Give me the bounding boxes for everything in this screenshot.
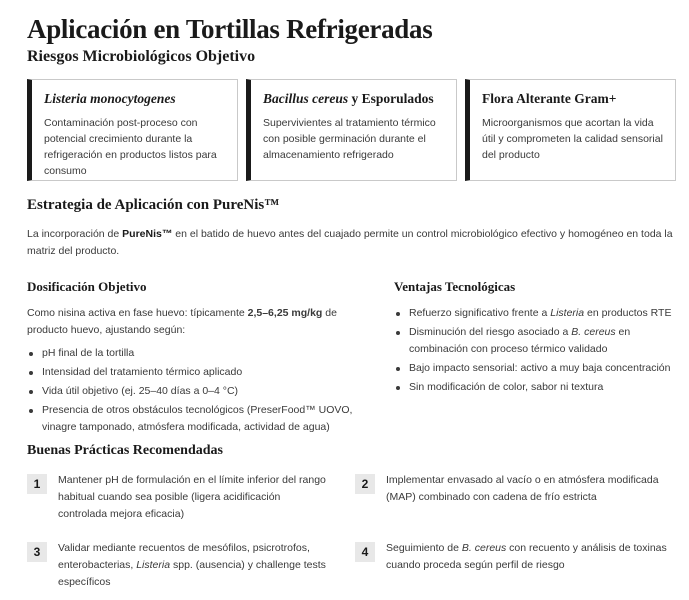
dosage-list (27, 345, 377, 436)
step-number: 3 (27, 542, 47, 562)
practice-text: Mantener pH de formulación en el límite inferior del rango habitual cuando sea posible (ligera acidificación controlada mejora eficacia) (58, 474, 326, 520)
risk-card-title: Flora Alterante Gram+ (482, 91, 617, 106)
risk-cards (27, 79, 676, 181)
practice-text: Seguimiento de B. cereus con recuento y análisis de toxinas cuando proceda según perfil de riesgo (386, 542, 667, 571)
list-item: pH final de la tortilla (27, 345, 377, 362)
risk-card-flora (465, 79, 676, 181)
list-item: Disminución del riesgo asociado a B. cereus en combinación con proceso térmico validado (394, 324, 676, 358)
step-number: 1 (27, 474, 47, 494)
risk-card-description: Microorganismos que acortan la vida útil y comprometen la calidad sensorial del producto (482, 117, 663, 162)
strategy-heading: Estrategia de Aplicación con PureNis™ (27, 197, 280, 213)
risk-card-description: Contaminación post-proceso con potencial crecimiento durante la refrigeración en productos listos para consumo (44, 117, 217, 178)
list-item: Presencia de otros obstáculos tecnológicos (PreserFood™ UOVO, vinagre tamponado, atmósfera modificada, actividad de agua) (27, 402, 377, 436)
dosage-heading: Dosificación Objetivo (27, 279, 147, 294)
practice-item (27, 540, 327, 591)
practices-heading: Buenas Prácticas Recomendadas (27, 443, 223, 458)
list-item: Vida útil objetivo (ej. 25–40 días a 0–4 °C) (27, 383, 377, 400)
dosage-intro: Como nisina activa en fase huevo: típicamente 2,5–6,25 mg/kg de producto huevo, ajustando según: (27, 307, 337, 336)
list-item: Bajo impacto sensorial: activo a muy baja concentración (394, 360, 676, 377)
section-title-risks: Riesgos Microbiológicos Objetivo (27, 48, 256, 65)
practice-item (27, 472, 327, 523)
page-title: Aplicación en Tortillas Refrigeradas (27, 14, 433, 44)
practice-text: Validar mediante recuentos de mesófilos, psicrotrofos, enterobacterias, Listeria spp. (ausencia) y challenge tests específicos (58, 542, 326, 588)
risk-card-listeria (27, 79, 238, 181)
advantages-heading: Ventajas Tecnológicas (394, 279, 516, 294)
practice-text: Implementar envasado al vacío o en atmósfera modificada (MAP) combinado con cadena de frío estricta (386, 474, 659, 503)
risk-card-title: Bacillus cereus y Esporulados (263, 91, 434, 106)
practice-item (355, 472, 676, 506)
step-number: 4 (355, 542, 375, 562)
list-item: Refuerzo significativo frente a Listeria en productos RTE (394, 305, 676, 322)
list-item: Intensidad del tratamiento térmico aplicado (27, 364, 377, 381)
risk-card-title: Listeria monocytogenes (44, 91, 176, 106)
step-number: 2 (355, 474, 375, 494)
practice-item (355, 540, 676, 574)
risk-card-bacillus (246, 79, 457, 181)
list-item: Sin modificación de color, sabor ni textura (394, 379, 676, 396)
dosage-section (27, 279, 377, 438)
advantages-section (394, 279, 676, 398)
advantages-list (394, 305, 676, 396)
strategy-intro: La incorporación de PureNis™ en el batido de huevo antes del cuajado permite un control microbiológico efectivo y homogéneo en toda la matriz del producto. (27, 228, 673, 257)
risk-card-description: Supervivientes al tratamiento térmico con posible germinación durante el almacenamiento refrigerado (263, 117, 436, 162)
